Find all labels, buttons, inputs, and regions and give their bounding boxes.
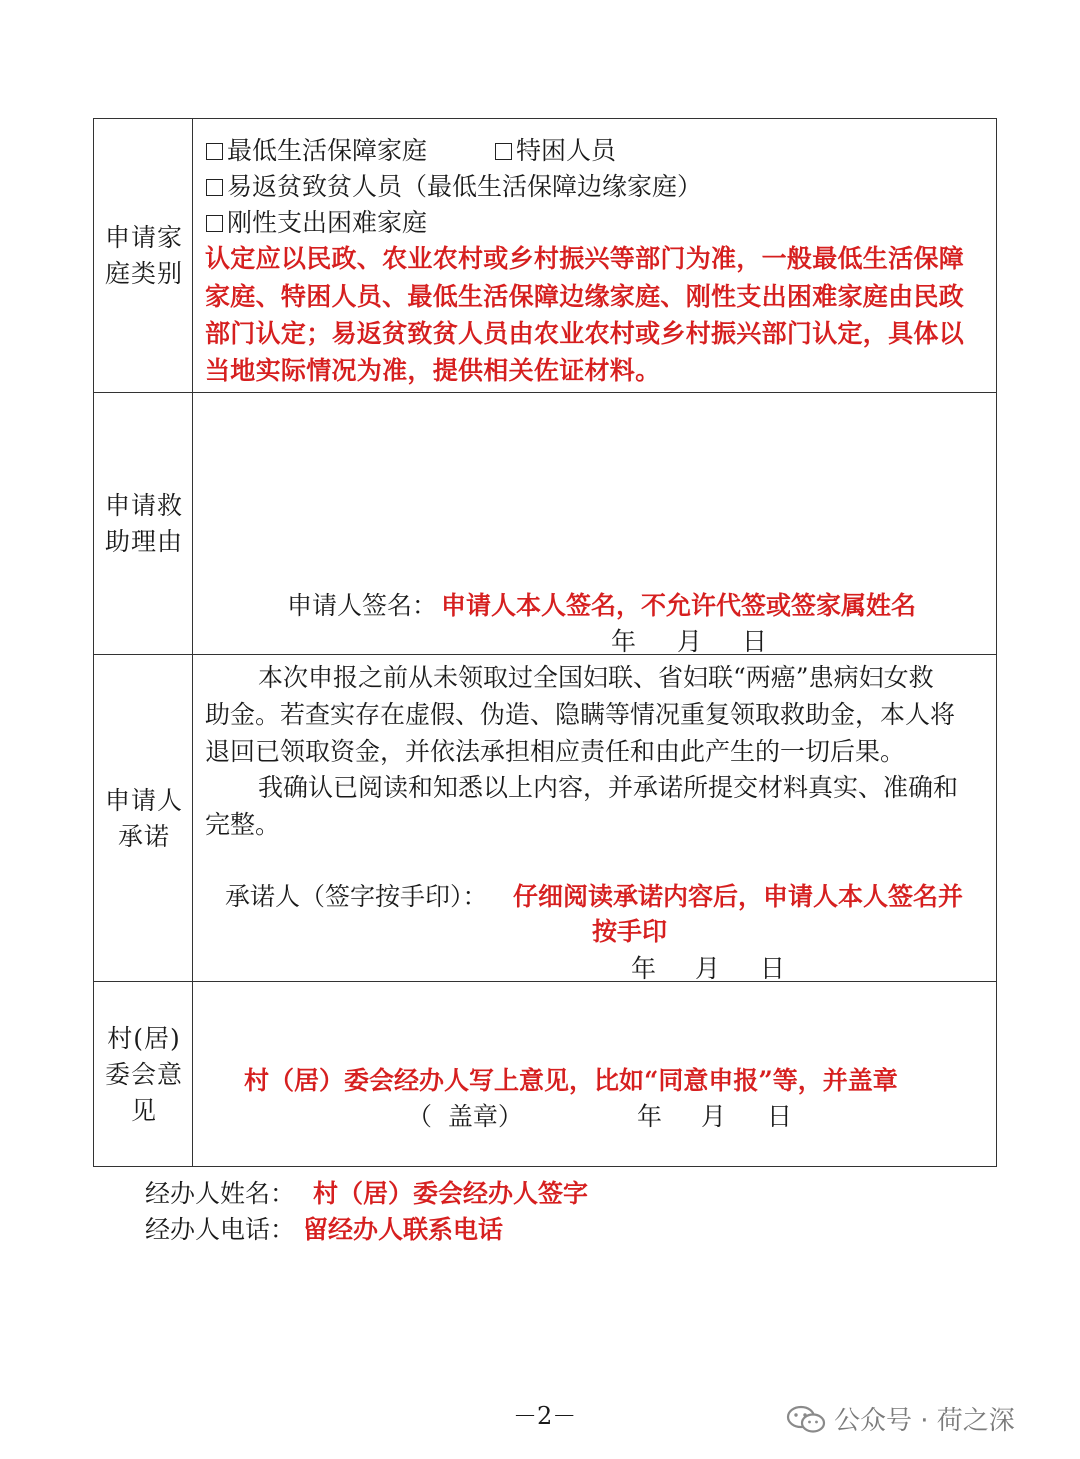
promiser-signature-label: 承诺人（签字按手印）： [225, 882, 488, 911]
family-note-line-1: 认定应以民政、农业农村或乡村振兴等部门为准，一般最低生活保障 [205, 244, 965, 273]
reason-label-cell [96, 394, 192, 654]
committee-date-month: 月 [701, 1102, 727, 1131]
promise-para2-line-2: 完整。 [205, 810, 281, 839]
handler-phone-label: 经办人电话： [145, 1215, 296, 1244]
reason-date-month: 月 [677, 627, 703, 656]
handler-name-label: 经办人姓名： [145, 1179, 296, 1208]
applicant-signature-label: 申请人签名： [287, 591, 438, 620]
committee-stamp: （ 盖章） [407, 1102, 523, 1131]
watermark-text: 公众号 · 荷之深 [834, 1406, 1015, 1436]
handler-name-note[interactable]: 村（居）委会经办人签字 [313, 1179, 589, 1208]
option-min-living[interactable]: 最低生活保障家庭 [206, 131, 427, 167]
promise-para1-line-3: 退回已领取资金，并依法承担相应责任和由此产生的一切后果。 [205, 737, 906, 766]
committee-date-day: 日 [767, 1102, 793, 1131]
promise-label-cell [96, 656, 192, 981]
option-extreme-poverty[interactable]: 特困人员 [495, 131, 616, 167]
reason-date-day: 日 [742, 627, 768, 656]
committee-date-year: 年 [637, 1102, 663, 1131]
option-rigid-expense[interactable]: 刚性支出困难家庭 [206, 203, 427, 239]
promise-para1-line-2: 助金。若查实存在虚假、伪造、隐瞒等情况重复领取救助金，本人将 [205, 700, 956, 729]
row-divider-3 [94, 981, 997, 982]
option-poverty-risk[interactable]: 易返贫致贫人员（最低生活保障边缘家庭） [206, 167, 702, 203]
promise-label: 申请人承诺 [104, 785, 183, 851]
table-border-bottom [94, 1166, 997, 1167]
committee-label-cell [96, 983, 192, 1166]
promise-para2-line-1: 我确认已阅读和知悉以上内容，并承诺所提交材料真实、准确和 [258, 773, 959, 802]
row-divider-1 [94, 392, 997, 393]
family-note-line-2: 家庭、特困人员、最低生活保障边缘家庭、刚性支出困难家庭由民政 [205, 282, 965, 311]
applicant-signature-note[interactable]: 申请人本人签名，不允许代签或签家属姓名 [441, 591, 917, 620]
table-border-left [93, 118, 94, 1167]
family-note-line-3: 部门认定；易返贫致贫人员由农业农村或乡村振兴部门认定，具体以 [205, 319, 965, 348]
reason-date-year: 年 [611, 627, 637, 656]
family-category-label-cell [96, 120, 192, 392]
promiser-signature-note-2: 按手印 [592, 917, 668, 946]
table-border-top [94, 118, 997, 119]
promise-date-month: 月 [695, 954, 721, 983]
handler-phone-note[interactable]: 留经办人联系电话 [303, 1215, 504, 1244]
committee-opinion-note[interactable]: 村（居）委会经办人写上意见，比如“同意申报”等，并盖章 [244, 1066, 898, 1095]
committee-label: 村(居)委会意见 [104, 1023, 183, 1125]
reason-label: 申请救助理由 [104, 491, 183, 556]
family-category-label: 申请家庭类别 [104, 223, 183, 288]
promise-date-day: 日 [760, 954, 786, 983]
checkbox-icon[interactable] [206, 215, 223, 232]
wechat-icon [786, 1404, 826, 1434]
table-border-right [996, 118, 997, 1167]
page-number: －2－ [513, 1402, 577, 1430]
promise-date-year: 年 [631, 954, 657, 983]
checkbox-icon[interactable] [206, 179, 223, 196]
family-note-line-4: 当地实际情况为准，提供相关佐证材料。 [205, 356, 661, 385]
column-divider [192, 118, 193, 1167]
promise-para1-line-1: 本次申报之前从未领取过全国妇联、省妇联“两癌”患病妇女救 [258, 663, 934, 692]
row-divider-2 [94, 654, 997, 655]
promiser-signature-note-1[interactable]: 仔细阅读承诺内容后，申请人本人签名并 [513, 882, 964, 911]
checkbox-icon[interactable] [206, 143, 223, 160]
checkbox-icon[interactable] [495, 143, 512, 160]
watermark [786, 1400, 1015, 1437]
